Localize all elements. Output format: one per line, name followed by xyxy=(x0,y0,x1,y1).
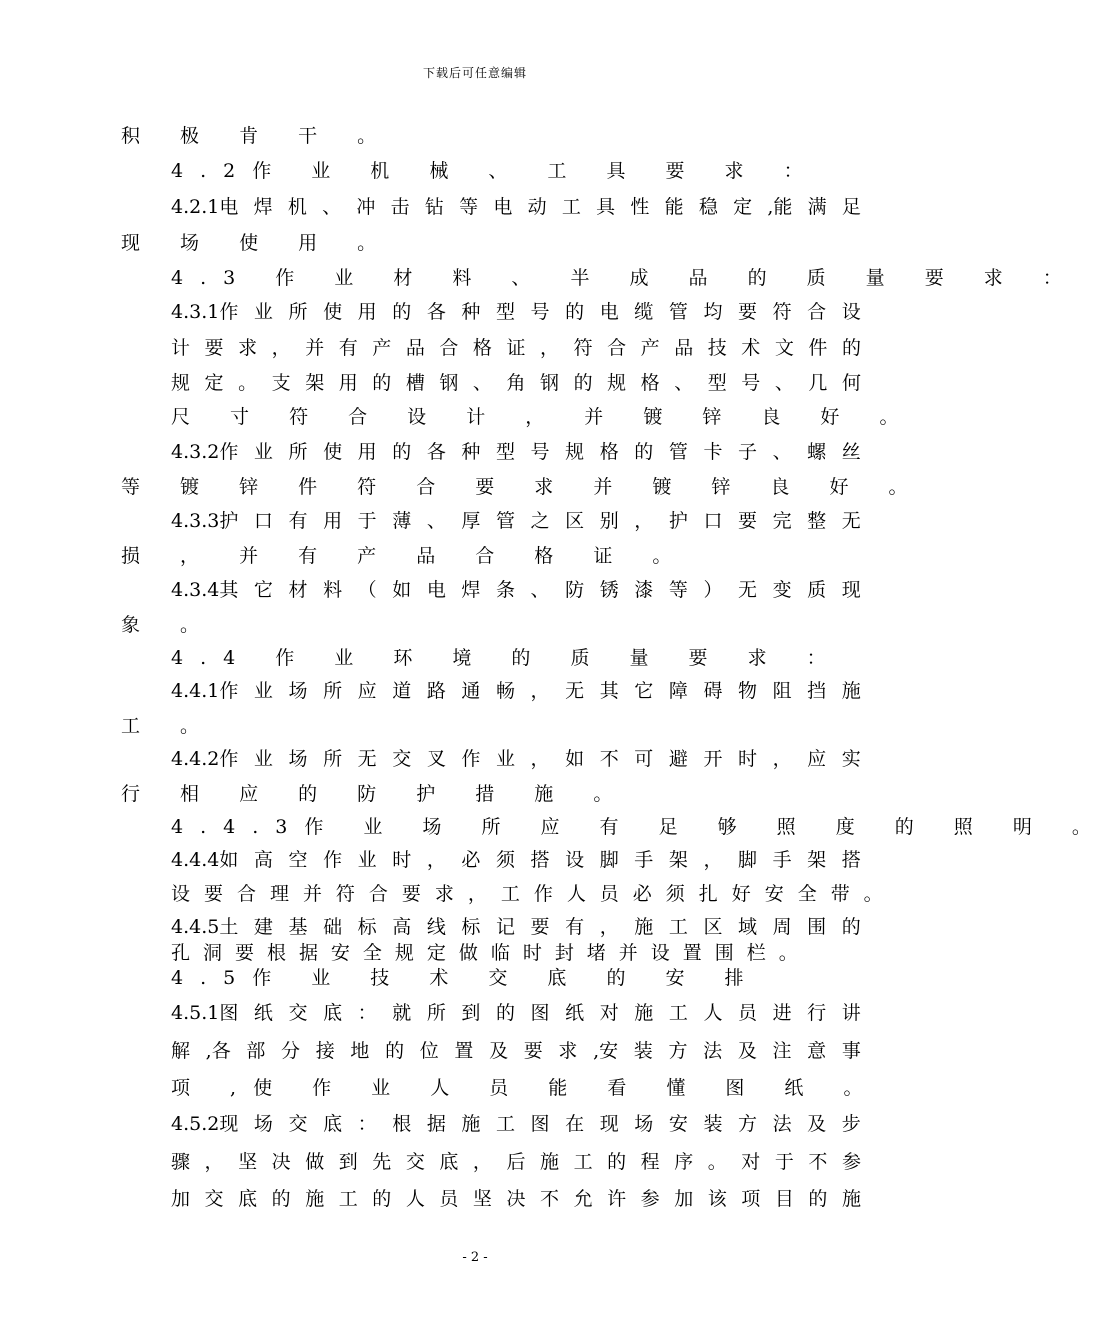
text-line: 损 ， 并 有 产 品 合 格 证 。 xyxy=(121,545,689,567)
text-line: 4.4 作 业 环 境 的 质 量 要 求 ： xyxy=(171,647,843,669)
text-line: 4.2.1电 焊 机 、 冲 击 钻 等 电 动 工 具 性 能 稳 定 ,能 满 足 xyxy=(171,196,861,218)
text-line: 等 镀 锌 件 符 合 要 求 并 镀 锌 良 好 。 xyxy=(121,476,925,498)
page-header: 下载后可任意编辑 xyxy=(422,66,527,80)
text-line: 项 ,使 作 业 人 员 能 看 懂 图 纸 。 xyxy=(171,1077,880,1099)
text-line: 4.4.2作 业 场 所 无 交 叉 作 业 ， 如 不 可 避 开 时 ， 应 实 xyxy=(171,748,861,770)
text-line: 4.2作 业 机 械 、 工 具 要 求 ： xyxy=(171,160,820,182)
text-line: 行 相 应 的 防 护 措 施 。 xyxy=(121,783,630,805)
text-line: 骤 ， 坚 决 做 到 先 交 底 ， 后 施 工 的 程 序 。 对 于 不 参 xyxy=(171,1151,861,1173)
text-line: 计 要 求 ， 并 有 产 品 合 格 证 ， 符 合 产 品 技 术 文 件 的 xyxy=(171,337,861,359)
text-line: 解 ,各 部 分 接 地 的 位 置 及 要 求 ,安 装 方 法 及 注 意 事 xyxy=(171,1040,861,1062)
text-line: 规 定 。 支 架 用 的 槽 钢 、 角 钢 的 规 格 、 型 号 、 几 何 xyxy=(171,372,861,394)
text-line: 4.3.1作 业 所 使 用 的 各 种 型 号 的 电 缆 管 均 要 符 合 设 xyxy=(171,301,861,323)
text-line: 4.3.3护 口 有 用 于 薄 、 厚 管 之 区 别 ， 护 口 要 完 整 无 xyxy=(171,510,861,532)
text-line: 4.4.5土 建 基 础 标 高 线 标 记 要 有 ， 施 工 区 域 周 围 的 xyxy=(171,916,861,938)
text-line: 加 交 底 的 施 工 的 人 员 坚 决 不 允 许 参 加 该 项 目 的 施 xyxy=(171,1188,861,1210)
text-line: 工 。 xyxy=(121,715,217,737)
text-line: 孔 洞 要 根 据 安 全 规 定 做 临 时 封 堵 并 设 置 围 栏 。 xyxy=(171,942,798,964)
text-line: 设 要 合 理 并 符 合 要 求 ， 工 作 人 员 必 须 扎 好 安 全 带 。 xyxy=(171,883,883,905)
text-line: 4.5.1图 纸 交 底 ： 就 所 到 的 图 纸 对 施 工 人 员 进 行 讲 xyxy=(171,1002,861,1024)
page-number: - 2 - xyxy=(462,1250,488,1265)
text-line: 现 场 使 用 。 xyxy=(121,232,394,254)
text-line: 积 极 肯 干 。 xyxy=(121,125,394,147)
text-line: 象 。 xyxy=(121,614,217,636)
text-line: 4.3.4其 它 材 料 （ 如 电 焊 条 、 防 锈 漆 等 ） 无 变 质 现 xyxy=(171,579,861,601)
text-line: 4.3.2作 业 所 使 用 的 各 种 型 号 规 格 的 管 卡 子 、 螺 丝 xyxy=(171,441,861,463)
text-line: 4.5.2现 场 交 底 ： 根 据 施 工 图 在 现 场 安 装 方 法 及 步 xyxy=(171,1113,861,1135)
text-line: 4.5作 业 技 术 交 底 的 安 排 xyxy=(171,967,761,989)
text-line: 尺 寸 符 合 设 计 ， 并 镀 锌 良 好 。 xyxy=(171,406,916,428)
text-line: 4.3 作 业 材 料 、 半 成 品 的 质 量 要 求 ： xyxy=(171,267,1079,289)
text-line: 4.4.3作 业 场 所 应 有 足 够 照 度 的 照 明 。 xyxy=(171,816,1108,838)
text-line: 4.4.1作 业 场 所 应 道 路 通 畅 ， 无 其 它 障 碍 物 阻 挡 施 xyxy=(171,680,861,702)
text-line: 4.4.4如 高 空 作 业 时 ， 必 须 搭 设 脚 手 架 ， 脚 手 架 搭 xyxy=(171,849,861,871)
